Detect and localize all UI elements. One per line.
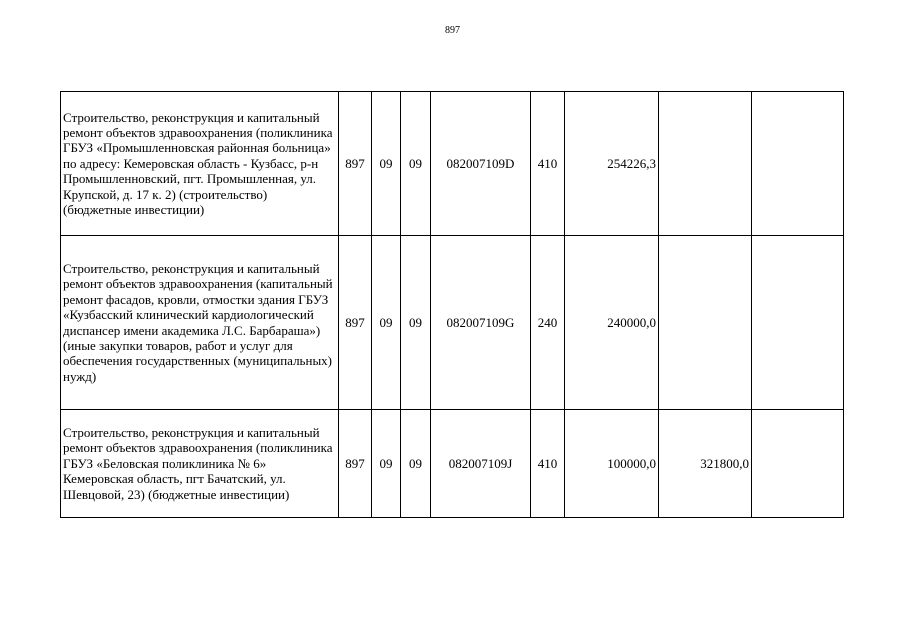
expense-type-cell: 240 — [531, 236, 565, 410]
amount-year-2-cell: 321800,0 — [659, 410, 752, 518]
ministry-code-cell: 897 — [339, 236, 372, 410]
amount-year-1-cell: 100000,0 — [565, 410, 659, 518]
target-article-cell: 082007109G — [431, 236, 531, 410]
item-name-cell: Строительство, реконструкция и капитальный ремонт объектов здравоохранения (капитальный ремонт фасадов, кровли, отмостки здания ГБУЗ «Кузбасский клинический кардиологический диспансер имени академика Л.С. Барбараша») (иные закупки товаров, работ и услуг для обеспечения государственных (муниципальных) нужд) — [61, 236, 339, 410]
subsection-code-cell: 09 — [401, 236, 431, 410]
subsection-code-cell: 09 — [401, 92, 431, 236]
section-code-cell: 09 — [372, 236, 401, 410]
section-code-cell: 09 — [372, 410, 401, 518]
target-article-cell: 082007109J — [431, 410, 531, 518]
budget-table — [60, 91, 844, 518]
item-name-cell: Строительство, реконструкция и капитальный ремонт объектов здравоохранения (поликлиника ГБУЗ «Беловская поликлиника № 6» Кемеровская область, пгт Бачатский, ул. Шевцовой, 23) (бюджетные инвестиции) — [61, 410, 339, 518]
ministry-code-cell: 897 — [339, 410, 372, 518]
table-row — [61, 410, 844, 518]
amount-year-2-cell — [659, 236, 752, 410]
section-code-cell: 09 — [372, 92, 401, 236]
item-name-cell: Строительство, реконструкция и капитальный ремонт объектов здравоохранения (поликлиника ГБУЗ «Промышленновская районная больница» по адресу: Кемеровская область - Кузбасс, р-н Промышленновский, пгт. Промышленная, ул. Крупской, д. 17 к. 2) (строительство) (бюджетные инвестиции) — [61, 92, 339, 236]
amount-year-3-cell — [752, 236, 844, 410]
amount-year-3-cell — [752, 410, 844, 518]
target-article-cell: 082007109D — [431, 92, 531, 236]
subsection-code-cell: 09 — [401, 410, 431, 518]
expense-type-cell: 410 — [531, 410, 565, 518]
table-row — [61, 236, 844, 410]
amount-year-3-cell — [752, 92, 844, 236]
page-number: 897 — [445, 25, 460, 36]
amount-year-1-cell: 254226,3 — [565, 92, 659, 236]
expense-type-cell: 410 — [531, 92, 565, 236]
table-row — [61, 92, 844, 236]
ministry-code-cell: 897 — [339, 92, 372, 236]
amount-year-1-cell: 240000,0 — [565, 236, 659, 410]
amount-year-2-cell — [659, 92, 752, 236]
